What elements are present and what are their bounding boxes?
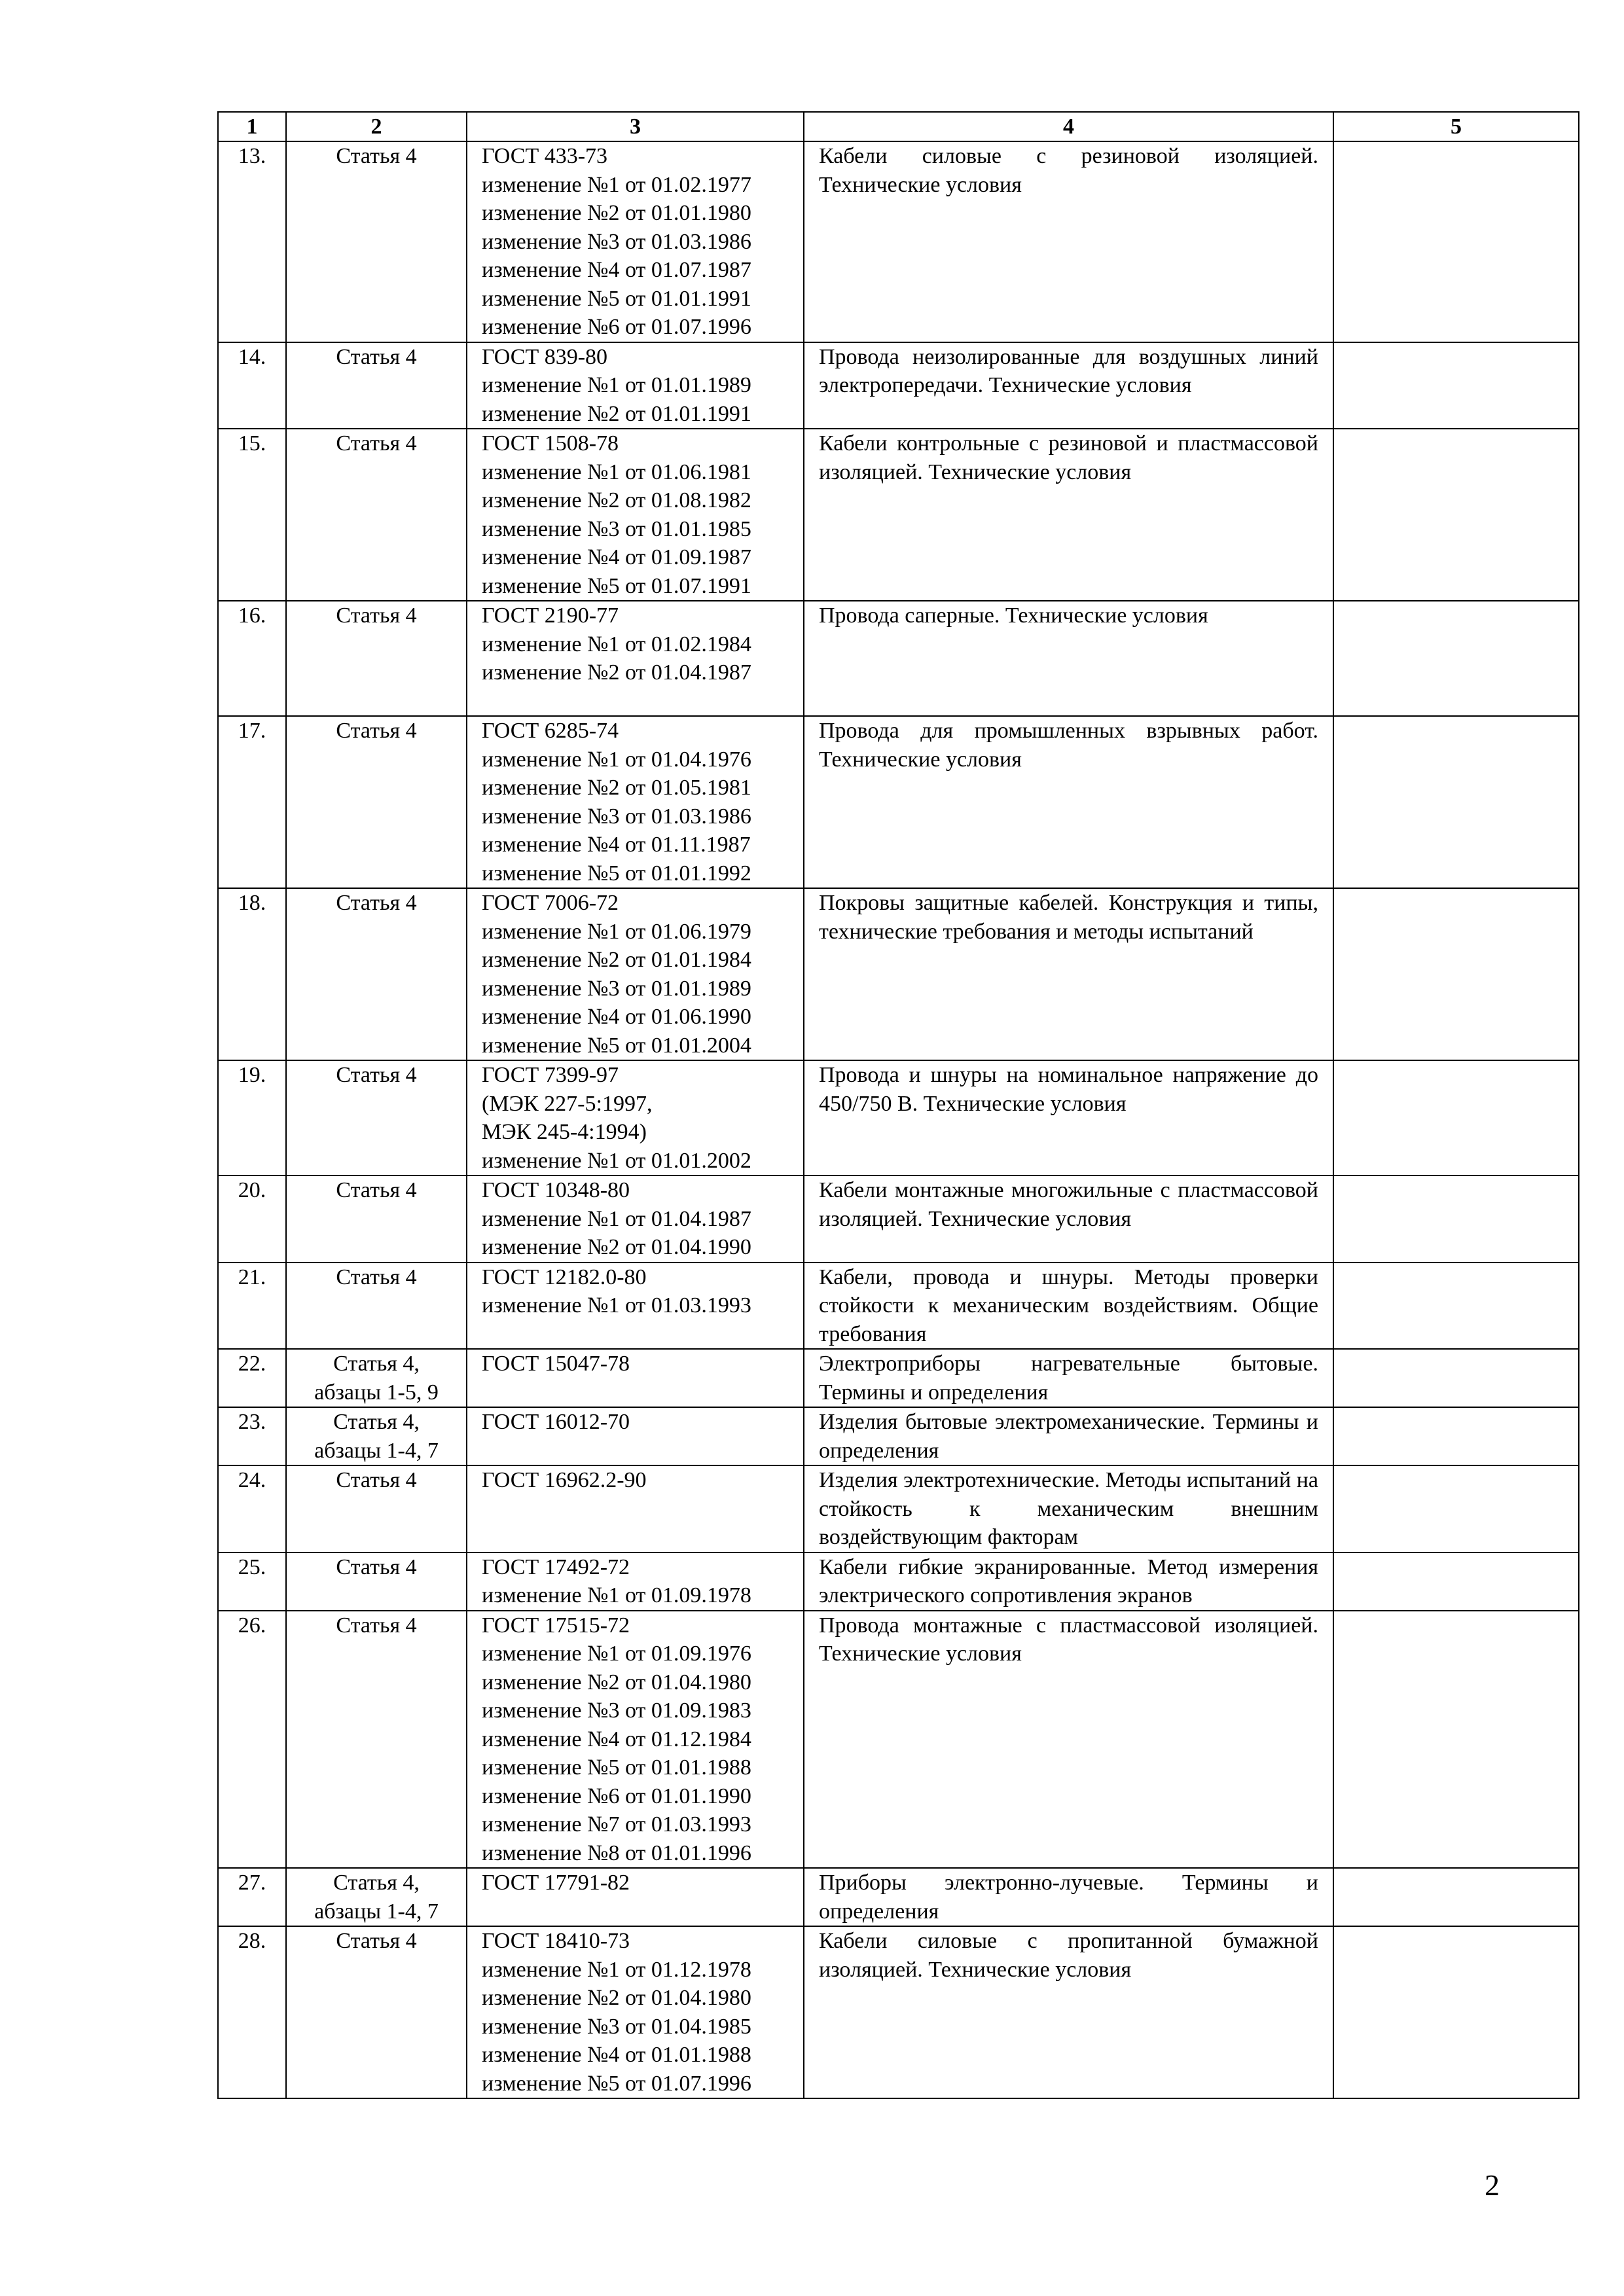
standard-amendment: изменение №5 от 01.01.2004 xyxy=(482,1033,751,1058)
table-row xyxy=(218,1263,1579,1350)
standard-amendment: изменение №3 от 01.03.1986 xyxy=(482,804,751,829)
column-header-4: 4 xyxy=(804,112,1333,141)
standard-cell xyxy=(467,1611,804,1869)
standard-title: Изделия бытовые электромеханические. Термины и определения xyxy=(804,1407,1333,1465)
row-number: 22. xyxy=(218,1349,286,1407)
note-cell xyxy=(1333,716,1579,888)
standard-amendment: изменение №5 от 01.01.1988 xyxy=(482,1755,751,1780)
standard-title: Кабели силовые с пропитанной бумажной изоляцией. Технические условия xyxy=(804,1926,1333,2098)
article-cell xyxy=(286,141,467,342)
standards-table xyxy=(217,111,1579,2099)
standard-cell xyxy=(467,342,804,429)
table-row xyxy=(218,1175,1579,1263)
row-number: 21. xyxy=(218,1263,286,1350)
standard-amendment: изменение №2 от 01.04.1980 xyxy=(482,1986,751,2010)
article-cell xyxy=(286,1349,467,1407)
article-cell xyxy=(286,716,467,888)
article-line: Статья 4 xyxy=(336,1063,417,1087)
standard-amendment: изменение №1 от 01.02.1977 xyxy=(482,172,751,197)
row-number: 19. xyxy=(218,1060,286,1175)
row-number: 26. xyxy=(218,1611,286,1869)
article-line: Статья 4 xyxy=(336,1613,417,1638)
note-cell xyxy=(1333,1263,1579,1350)
table-row xyxy=(218,1349,1579,1407)
article-line: Статья 4 xyxy=(336,1929,417,1953)
table-row xyxy=(218,342,1579,429)
standard-amendment: изменение №6 от 01.01.1990 xyxy=(482,1784,751,1808)
standard-amendment: изменение №3 от 01.01.1985 xyxy=(482,516,751,541)
standard-amendment: изменение №2 от 01.04.1987 xyxy=(482,660,751,685)
standard-cell xyxy=(467,429,804,601)
table-row xyxy=(218,1926,1579,2098)
standard-code: ГОСТ 16012-70 xyxy=(482,1410,630,1434)
standard-amendment: изменение №2 от 01.04.1980 xyxy=(482,1670,751,1695)
article-cell xyxy=(286,1552,467,1611)
standard-amendment: изменение №2 от 01.01.1984 xyxy=(482,948,751,972)
standard-title: Электроприборы нагревательные бытовые. Термины и определения xyxy=(804,1349,1333,1407)
note-cell xyxy=(1333,141,1579,342)
standard-title: Изделия электротехнические. Методы испытаний на стойкость к механическим внешним воздействующим факторам xyxy=(804,1465,1333,1552)
standard-amendment: изменение №1 от 01.06.1981 xyxy=(482,459,751,484)
standard-amendment: изменение №4 от 01.06.1990 xyxy=(482,1005,751,1029)
standard-amendment: изменение №5 от 01.07.1991 xyxy=(482,573,751,598)
article-line: Статья 4 xyxy=(336,1468,417,1492)
standard-amendment: изменение №4 от 01.01.1988 xyxy=(482,2043,751,2067)
standard-cell xyxy=(467,1868,804,1926)
article-line: Статья 4 xyxy=(336,603,417,628)
note-cell xyxy=(1333,1868,1579,1926)
standard-cell xyxy=(467,1407,804,1465)
standard-amendment: изменение №2 от 01.01.1980 xyxy=(482,201,751,225)
standard-code: ГОСТ 12182.0-80 xyxy=(482,1265,647,1289)
note-cell xyxy=(1333,1552,1579,1611)
standard-code: ГОСТ 17791-82 xyxy=(482,1871,630,1895)
row-number: 13. xyxy=(218,141,286,342)
article-line: абзацы 1-5, 9 xyxy=(314,1380,439,1405)
article-cell xyxy=(286,429,467,601)
standard-title: Кабели монтажные многожильные с пластмассовой изоляцией. Технические условия xyxy=(804,1175,1333,1263)
standard-amendment: изменение №5 от 01.01.1991 xyxy=(482,286,751,311)
standard-cell xyxy=(467,1175,804,1263)
column-header-3: 3 xyxy=(467,112,804,141)
article-line: Статья 4 xyxy=(336,891,417,915)
article-line: Статья 4 xyxy=(336,1178,417,1202)
standard-amendment: изменение №3 от 01.04.1985 xyxy=(482,2014,751,2039)
standard-amendment: изменение №2 от 01.05.1981 xyxy=(482,776,751,800)
row-number: 17. xyxy=(218,716,286,888)
table-row xyxy=(218,1611,1579,1869)
standard-cell xyxy=(467,1552,804,1611)
standard-amendment: (МЭК 227-5:1997, xyxy=(482,1091,653,1116)
standard-amendment: изменение №3 от 01.01.1989 xyxy=(482,976,751,1001)
standard-cell xyxy=(467,888,804,1060)
standard-cell xyxy=(467,1926,804,2098)
table-row xyxy=(218,429,1579,601)
note-cell xyxy=(1333,1175,1579,1263)
standard-amendment: МЭК 245-4:1994) xyxy=(482,1120,647,1144)
table-row xyxy=(218,1407,1579,1465)
standard-amendment: изменение №5 от 01.07.1996 xyxy=(482,2071,751,2096)
standard-title: Кабели, провода и шнуры. Методы проверки стойкости к механическим воздействиям. Общие требования xyxy=(804,1263,1333,1350)
standard-amendment: изменение №3 от 01.03.1986 xyxy=(482,229,751,254)
row-number: 14. xyxy=(218,342,286,429)
standard-amendment: изменение №4 от 01.12.1984 xyxy=(482,1727,751,1751)
standard-amendment: изменение №4 от 01.11.1987 xyxy=(482,833,751,857)
article-cell xyxy=(286,1465,467,1552)
standard-amendment: изменение №4 от 01.09.1987 xyxy=(482,545,751,569)
article-line: Статья 4 xyxy=(336,1554,417,1579)
table-row xyxy=(218,141,1579,342)
row-number: 15. xyxy=(218,429,286,601)
blank-line xyxy=(482,687,789,716)
standard-title: Провода неизолированные для воздушных линий электропередачи. Технические условия xyxy=(804,342,1333,429)
table-row xyxy=(218,1465,1579,1552)
standard-amendment: изменение №1 от 01.06.1979 xyxy=(482,919,751,944)
row-number: 18. xyxy=(218,888,286,1060)
standard-code: ГОСТ 839-80 xyxy=(482,344,608,369)
row-number: 28. xyxy=(218,1926,286,2098)
standard-title: Кабели контрольные с резиновой и пластмассовой изоляцией. Технические условия xyxy=(804,429,1333,601)
standard-code: ГОСТ 15047-78 xyxy=(482,1352,630,1376)
standard-code: ГОСТ 7399-97 xyxy=(482,1063,619,1087)
note-cell xyxy=(1333,342,1579,429)
note-cell xyxy=(1333,1465,1579,1552)
standard-amendment: изменение №1 от 01.03.1993 xyxy=(482,1293,751,1318)
standard-title: Кабели силовые с резиновой изоляцией. Технические условия xyxy=(804,141,1333,342)
note-cell xyxy=(1333,1611,1579,1869)
row-number: 16. xyxy=(218,601,286,716)
standard-cell xyxy=(467,601,804,716)
note-cell xyxy=(1333,1407,1579,1465)
table-row xyxy=(218,888,1579,1060)
column-header-5: 5 xyxy=(1333,112,1579,141)
standard-title: Кабели гибкие экранированные. Метод измерения электрического сопротивления экранов xyxy=(804,1552,1333,1611)
page-number: 2 xyxy=(1485,2168,1500,2202)
note-cell xyxy=(1333,1926,1579,2098)
standard-title: Покровы защитные кабелей. Конструкция и типы, технические требования и методы испытаний xyxy=(804,888,1333,1060)
table-row xyxy=(218,716,1579,888)
standard-title: Провода для промышленных взрывных работ. Технические условия xyxy=(804,716,1333,888)
row-number: 24. xyxy=(218,1465,286,1552)
standard-code: ГОСТ 16962.2-90 xyxy=(482,1468,647,1492)
column-header-1: 1 xyxy=(218,112,286,141)
row-number: 23. xyxy=(218,1407,286,1465)
article-line: Статья 4 xyxy=(336,431,417,456)
standard-amendment: изменение №5 от 01.01.1992 xyxy=(482,861,751,886)
standard-amendment: изменение №1 от 01.01.1989 xyxy=(482,373,751,397)
note-cell xyxy=(1333,429,1579,601)
standard-amendment: изменение №1 от 01.02.1984 xyxy=(482,632,751,656)
article-line: Статья 4 xyxy=(336,344,417,369)
note-cell xyxy=(1333,888,1579,1060)
article-cell xyxy=(286,1868,467,1926)
table-body xyxy=(218,141,1579,2098)
standard-amendment: изменение №1 от 01.04.1987 xyxy=(482,1206,751,1231)
standard-code: ГОСТ 10348-80 xyxy=(482,1178,630,1202)
article-cell xyxy=(286,601,467,716)
standard-amendment: изменение №1 от 01.09.1976 xyxy=(482,1641,751,1666)
note-cell xyxy=(1333,1060,1579,1175)
table-row xyxy=(218,1552,1579,1611)
standard-amendment: изменение №1 от 01.04.1976 xyxy=(482,747,751,772)
row-number: 20. xyxy=(218,1175,286,1263)
standard-amendment: изменение №1 от 01.01.2002 xyxy=(482,1148,751,1173)
header-row xyxy=(218,112,1579,141)
table-row xyxy=(218,1868,1579,1926)
standard-code: ГОСТ 433-73 xyxy=(482,144,608,168)
article-cell xyxy=(286,888,467,1060)
standard-cell xyxy=(467,716,804,888)
note-cell xyxy=(1333,1349,1579,1407)
standard-title: Провода и шнуры на номинальное напряжение до 450/750 В. Технические условия xyxy=(804,1060,1333,1175)
standard-title: Приборы электронно-лучевые. Термины и определения xyxy=(804,1868,1333,1926)
article-line: Статья 4, xyxy=(333,1871,420,1895)
standard-amendment: изменение №1 от 01.09.1978 xyxy=(482,1583,751,1607)
standard-code: ГОСТ 17492-72 xyxy=(482,1554,630,1579)
standard-amendment: изменение №2 от 01.04.1990 xyxy=(482,1235,751,1259)
standard-cell xyxy=(467,141,804,342)
standard-amendment: изменение №1 от 01.12.1978 xyxy=(482,1957,751,1982)
standard-cell xyxy=(467,1263,804,1350)
standard-code: ГОСТ 7006-72 xyxy=(482,891,619,915)
article-line: Статья 4, xyxy=(333,1352,420,1376)
standard-code: ГОСТ 1508-78 xyxy=(482,431,619,456)
article-line: абзацы 1-4, 7 xyxy=(314,1899,439,1924)
article-cell xyxy=(286,1263,467,1350)
standard-cell xyxy=(467,1465,804,1552)
note-cell xyxy=(1333,601,1579,716)
article-line: Статья 4 xyxy=(336,1265,417,1289)
article-cell xyxy=(286,342,467,429)
standard-title: Провода монтажные с пластмассовой изоляцией. Технические условия xyxy=(804,1611,1333,1869)
column-header-2: 2 xyxy=(286,112,467,141)
standard-cell xyxy=(467,1060,804,1175)
table-row xyxy=(218,1060,1579,1175)
article-line: Статья 4 xyxy=(336,719,417,743)
article-cell xyxy=(286,1407,467,1465)
row-number: 27. xyxy=(218,1868,286,1926)
article-line: абзацы 1-4, 7 xyxy=(314,1438,439,1463)
standard-amendment: изменение №2 от 01.01.1991 xyxy=(482,401,751,426)
article-cell xyxy=(286,1926,467,2098)
standard-cell xyxy=(467,1349,804,1407)
standard-amendment: изменение №4 от 01.07.1987 xyxy=(482,258,751,282)
article-line: Статья 4, xyxy=(333,1410,420,1434)
standard-amendment: изменение №6 от 01.07.1996 xyxy=(482,315,751,339)
article-cell xyxy=(286,1611,467,1869)
standard-amendment: изменение №7 от 01.03.1993 xyxy=(482,1812,751,1837)
row-number: 25. xyxy=(218,1552,286,1611)
standard-code: ГОСТ 18410-73 xyxy=(482,1929,630,1953)
standard-amendment: изменение №8 от 01.01.1996 xyxy=(482,1840,751,1865)
standard-code: ГОСТ 2190-77 xyxy=(482,603,619,628)
standard-amendment: изменение №2 от 01.08.1982 xyxy=(482,488,751,512)
standard-title: Провода саперные. Технические условия xyxy=(804,601,1333,716)
table-row xyxy=(218,601,1579,716)
standard-code: ГОСТ 6285-74 xyxy=(482,719,619,743)
standard-code: ГОСТ 17515-72 xyxy=(482,1613,630,1638)
article-cell xyxy=(286,1060,467,1175)
table-header xyxy=(218,112,1579,141)
article-cell xyxy=(286,1175,467,1263)
standard-amendment: изменение №3 от 01.09.1983 xyxy=(482,1698,751,1723)
article-line: Статья 4 xyxy=(336,144,417,168)
